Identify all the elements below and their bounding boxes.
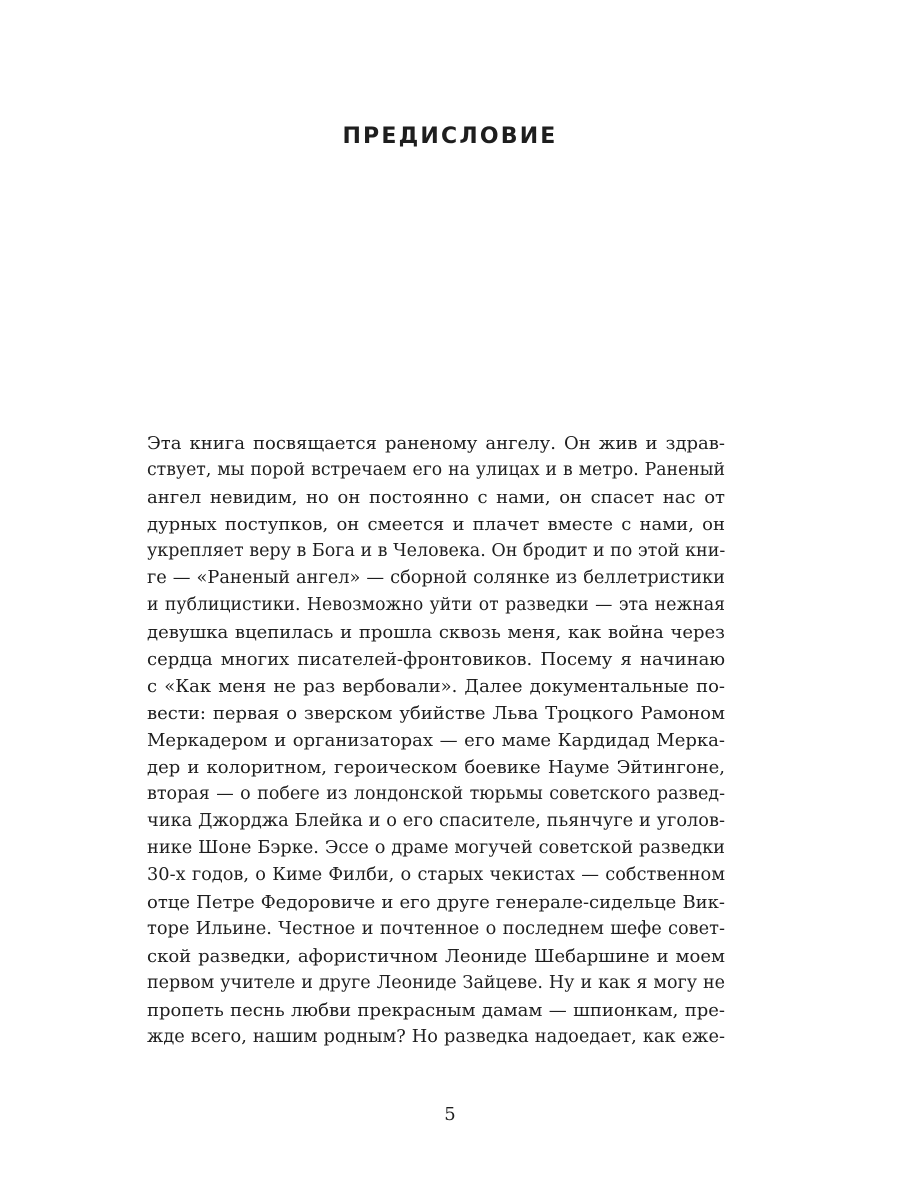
text-line: первом учителе и друге Леониде Зайцеве. Ну и как я могу не [147, 973, 725, 993]
text-line: дурных поступков, он смеется и плачет вместе с нами, он [147, 514, 725, 535]
text-line: 30-х годов, о Киме Филби, о старых чекистах — собственном [147, 865, 725, 885]
text-line: дер и колоритном, героическом боевике Науме Эйтингоне, [147, 757, 725, 778]
text-line: ствует, мы порой встречаем его на улицах и в метро. Раненый [147, 460, 725, 480]
body-paragraph [147, 430, 725, 1051]
text-line: вести: первая о зверском убийстве Льва Троцкого Рамоном [147, 703, 725, 724]
text-line: и публицистики. Невозможно уйти от разведки — эта нежная [147, 595, 725, 615]
text-line: Эта книга посвящается раненому ангелу. Он жив и здрав- [147, 433, 725, 454]
text-line: чика Джорджа Блейка и о его спасителе, пьянчуге и уголов- [147, 811, 725, 831]
text-line: девушка вцепилась и прошла сквозь меня, как война через [147, 622, 725, 643]
text-line: ской разведки, афористичном Леониде Шебаршине и моем [147, 946, 725, 967]
text-line: торе Ильине. Честное и почтенное о последнем шефе совет- [147, 919, 725, 939]
text-line: отце Петре Федоровиче и его друге генерале-сидельце Вик- [147, 892, 725, 913]
text-line: ангел невидим, но он постоянно с нами, он спасет нас от [147, 487, 725, 508]
text-line: пропеть песнь любви прекрасным дамам — шпионкам, пре- [147, 1000, 725, 1021]
text-line: Меркадером и организаторах — его маме Кардидад Мерка- [147, 730, 725, 751]
text-line: ге — «Раненый ангел» — сборной солянке из беллетристики [147, 568, 725, 588]
text-line: сердца многих писателей-фронтовиков. Посему я начинаю [147, 649, 725, 670]
chapter-heading: ПРЕДИСЛОВИЕ [342, 124, 558, 149]
text-line: укрепляет веру в Бога и в Человека. Он бродит и по этой кни- [147, 541, 725, 561]
text-line: нике Шоне Бэрке. Эссе о драме могучей советской разведки [147, 838, 725, 858]
text-line: с «Как меня не раз вербовали». Далее документальные по- [147, 676, 725, 697]
text-line: вторая — о побеге из лондонской тюрьмы советского развед- [147, 784, 725, 804]
text-line: жде всего, нашим родным? Но разведка надоедает, как еже- [147, 1027, 725, 1047]
page-number: 5 [444, 1104, 456, 1125]
